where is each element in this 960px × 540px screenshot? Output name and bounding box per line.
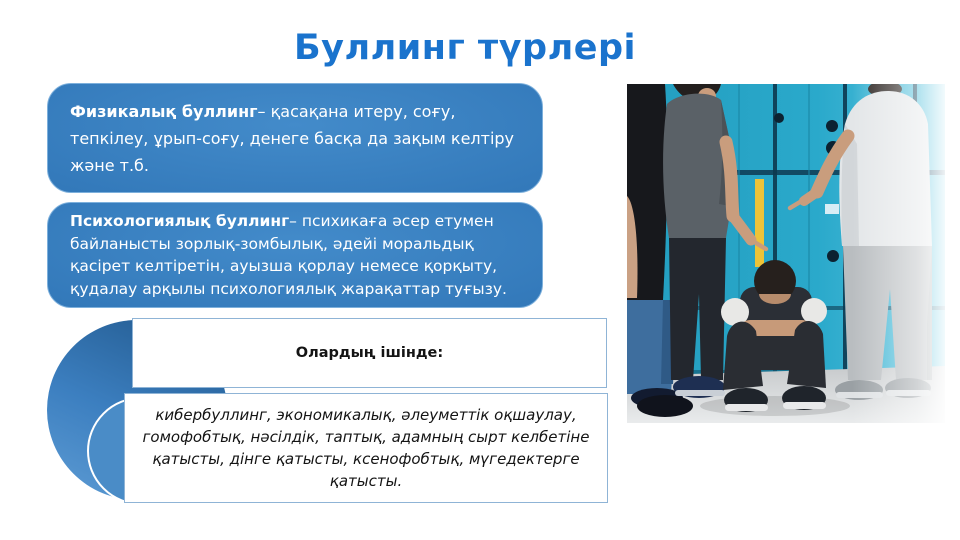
psychological-bullying-lead: Психологиялық буллинг: [70, 212, 290, 230]
physical-bullying-text: [70, 98, 520, 179]
types-list-text: кибербуллинг, экономикалық, әлеуметтік оқшаулау, гомофобтық, нәсілдік, таптық, адамның сырт келбетіне қатысты, дінге қатысты, ксенофобтық, мүгедектерге қатысты.: [142, 406, 590, 490]
psychological-bullying-description: – психикаға әсер етумен байланысты зорлық-зомбылық, әдейі моральдық қасірет келтіретін, ауызша қорлау немесе қорқыту, қудалау арқылы психологиялық жарақаттар туғызу.: [70, 212, 507, 298]
types-header-box: [132, 318, 607, 388]
bullying-photo: [627, 84, 945, 423]
page-title: Буллинг түрлері: [293, 28, 637, 68]
psychological-bullying-card: [47, 202, 543, 308]
types-header-label: Олардың ішінде:: [295, 345, 444, 361]
yellow-stripe: [755, 179, 764, 267]
locker-label: [825, 204, 839, 214]
bullying-photo-graphic: [627, 84, 945, 423]
physical-bullying-description: – қасақана итеру, соғу, тепкілеу, ұрып-соғу, денеге басқа да зақым келтіру және т.б.: [70, 101, 515, 175]
psychological-bullying-text: [70, 210, 520, 300]
fade-overlay: [852, 84, 945, 423]
physical-bullying-lead: Физикалық буллинг: [70, 101, 258, 121]
physical-bullying-card: [47, 83, 543, 193]
types-list-box: [124, 393, 608, 503]
